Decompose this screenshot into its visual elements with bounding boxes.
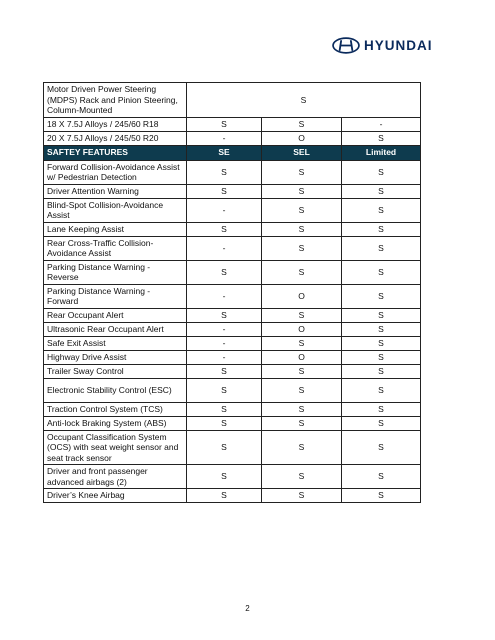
feature-name-cell: 18 X 7.5J Alloys / 245/60 R18 — [44, 117, 187, 131]
table-row — [44, 260, 421, 284]
col-header-limited: Limited — [342, 145, 421, 160]
availability-limited-cell: S — [342, 222, 421, 236]
table-row — [44, 322, 421, 336]
availability-limited-cell: S — [342, 308, 421, 322]
availability-sel-cell: O — [262, 131, 342, 145]
feature-name-cell: 20 X 7.5J Alloys / 245/50 R20 — [44, 131, 187, 145]
table-row — [44, 222, 421, 236]
features-table-body — [44, 83, 421, 503]
availability-se-cell: S — [187, 416, 262, 430]
col-header-sel: SEL — [262, 145, 342, 160]
section-title: SAFTEY FEATURES — [44, 145, 187, 160]
logo-wordmark: HYUNDAI — [364, 37, 433, 53]
table-row — [44, 184, 421, 198]
table-row — [44, 83, 421, 118]
availability-limited-cell: S — [342, 131, 421, 145]
table-row — [44, 284, 421, 308]
availability-limited-cell: S — [342, 184, 421, 198]
availability-limited-cell: S — [342, 350, 421, 364]
feature-name-cell: Rear Occupant Alert — [44, 308, 187, 322]
availability-limited-cell: S — [342, 322, 421, 336]
availability-sel-cell: S — [262, 260, 342, 284]
availability-limited-cell: S — [342, 402, 421, 416]
availability-limited-cell: S — [342, 284, 421, 308]
availability-se-cell: S — [187, 378, 262, 402]
availability-se-cell: - — [187, 284, 262, 308]
availability-sel-cell: S — [262, 336, 342, 350]
availability-limited-cell: S — [342, 416, 421, 430]
feature-name-cell: Anti-lock Braking System (ABS) — [44, 416, 187, 430]
availability-limited-cell: S — [342, 236, 421, 260]
hyundai-logo — [332, 35, 438, 55]
availability-limited-cell: - — [342, 117, 421, 131]
table-row — [44, 160, 421, 184]
availability-sel-cell: S — [262, 430, 342, 465]
availability-se-cell: S — [187, 489, 262, 503]
availability-se-cell: S — [187, 184, 262, 198]
table-row — [44, 430, 421, 465]
availability-se-cell: S — [187, 117, 262, 131]
table-row — [44, 308, 421, 322]
feature-name-cell: Driver and front passenger advanced airbags (2) — [44, 465, 187, 489]
table-row — [44, 465, 421, 489]
availability-sel-cell: O — [262, 350, 342, 364]
feature-name-cell: Ultrasonic Rear Occupant Alert — [44, 322, 187, 336]
hyundai-emblem-icon — [332, 37, 360, 54]
page-number: 2 — [245, 604, 250, 613]
availability-se-cell: S — [187, 465, 262, 489]
feature-name-cell: Occupant Classification System (OCS) with seat weight sensor and seat track sensor — [44, 430, 187, 465]
availability-sel-cell: S — [262, 465, 342, 489]
table-row — [44, 236, 421, 260]
availability-se-cell: S — [187, 160, 262, 184]
availability-sel-cell: S — [262, 402, 342, 416]
feature-name-cell: Highway Drive Assist — [44, 350, 187, 364]
availability-limited-cell: S — [342, 378, 421, 402]
availability-merged-cell: S — [187, 83, 421, 118]
availability-sel-cell: S — [262, 117, 342, 131]
features-table — [43, 82, 421, 503]
availability-se-cell: S — [187, 364, 262, 378]
feature-name-cell: Rear Cross-Traffic Collision-Avoidance Assist — [44, 236, 187, 260]
feature-name-cell: Motor Driven Power Steering (MDPS) Rack and Pinion Steering, Column-Mounted — [44, 83, 187, 118]
feature-name-cell: Safe Exit Assist — [44, 336, 187, 350]
table-row — [44, 198, 421, 222]
table-row — [44, 350, 421, 364]
feature-name-cell: Traction Control System (TCS) — [44, 402, 187, 416]
availability-se-cell: - — [187, 236, 262, 260]
availability-sel-cell: S — [262, 160, 342, 184]
feature-name-cell: Forward Collision-Avoidance Assist w/ Pedestrian Detection — [44, 160, 187, 184]
feature-name-cell: Blind-Spot Collision-Avoidance Assist — [44, 198, 187, 222]
availability-sel-cell: S — [262, 308, 342, 322]
availability-se-cell: - — [187, 322, 262, 336]
availability-se-cell: S — [187, 222, 262, 236]
table-row — [44, 336, 421, 350]
availability-sel-cell: S — [262, 198, 342, 222]
availability-se-cell: S — [187, 402, 262, 416]
availability-sel-cell: S — [262, 236, 342, 260]
table-row — [44, 416, 421, 430]
availability-sel-cell: S — [262, 416, 342, 430]
feature-name-cell: Driver Attention Warning — [44, 184, 187, 198]
availability-limited-cell: S — [342, 336, 421, 350]
availability-limited-cell: S — [342, 260, 421, 284]
feature-name-cell: Electronic Stability Control (ESC) — [44, 378, 187, 402]
availability-sel-cell: S — [262, 364, 342, 378]
availability-sel-cell: S — [262, 222, 342, 236]
feature-name-cell: Lane Keeping Assist — [44, 222, 187, 236]
table-row — [44, 489, 421, 503]
availability-sel-cell: S — [262, 489, 342, 503]
availability-sel-cell: S — [262, 378, 342, 402]
availability-se-cell: S — [187, 260, 262, 284]
availability-se-cell: S — [187, 430, 262, 465]
table-row — [44, 131, 421, 145]
availability-sel-cell: O — [262, 284, 342, 308]
col-header-se: SE — [187, 145, 262, 160]
availability-limited-cell: S — [342, 465, 421, 489]
availability-se-cell: - — [187, 198, 262, 222]
table-row — [44, 378, 421, 402]
availability-se-cell: S — [187, 308, 262, 322]
availability-limited-cell: S — [342, 160, 421, 184]
availability-se-cell: - — [187, 350, 262, 364]
feature-name-cell: Parking Distance Warning - Forward — [44, 284, 187, 308]
table-row — [44, 364, 421, 378]
availability-sel-cell: O — [262, 322, 342, 336]
table-row — [44, 402, 421, 416]
availability-limited-cell: S — [342, 489, 421, 503]
availability-se-cell: - — [187, 131, 262, 145]
section-header-row — [44, 145, 421, 160]
feature-name-cell: Driver’s Knee Airbag — [44, 489, 187, 503]
availability-limited-cell: S — [342, 198, 421, 222]
availability-limited-cell: S — [342, 430, 421, 465]
availability-se-cell: - — [187, 336, 262, 350]
availability-sel-cell: S — [262, 184, 342, 198]
table-row — [44, 117, 421, 131]
feature-name-cell: Parking Distance Warning - Reverse — [44, 260, 187, 284]
feature-name-cell: Trailer Sway Control — [44, 364, 187, 378]
availability-limited-cell: S — [342, 364, 421, 378]
